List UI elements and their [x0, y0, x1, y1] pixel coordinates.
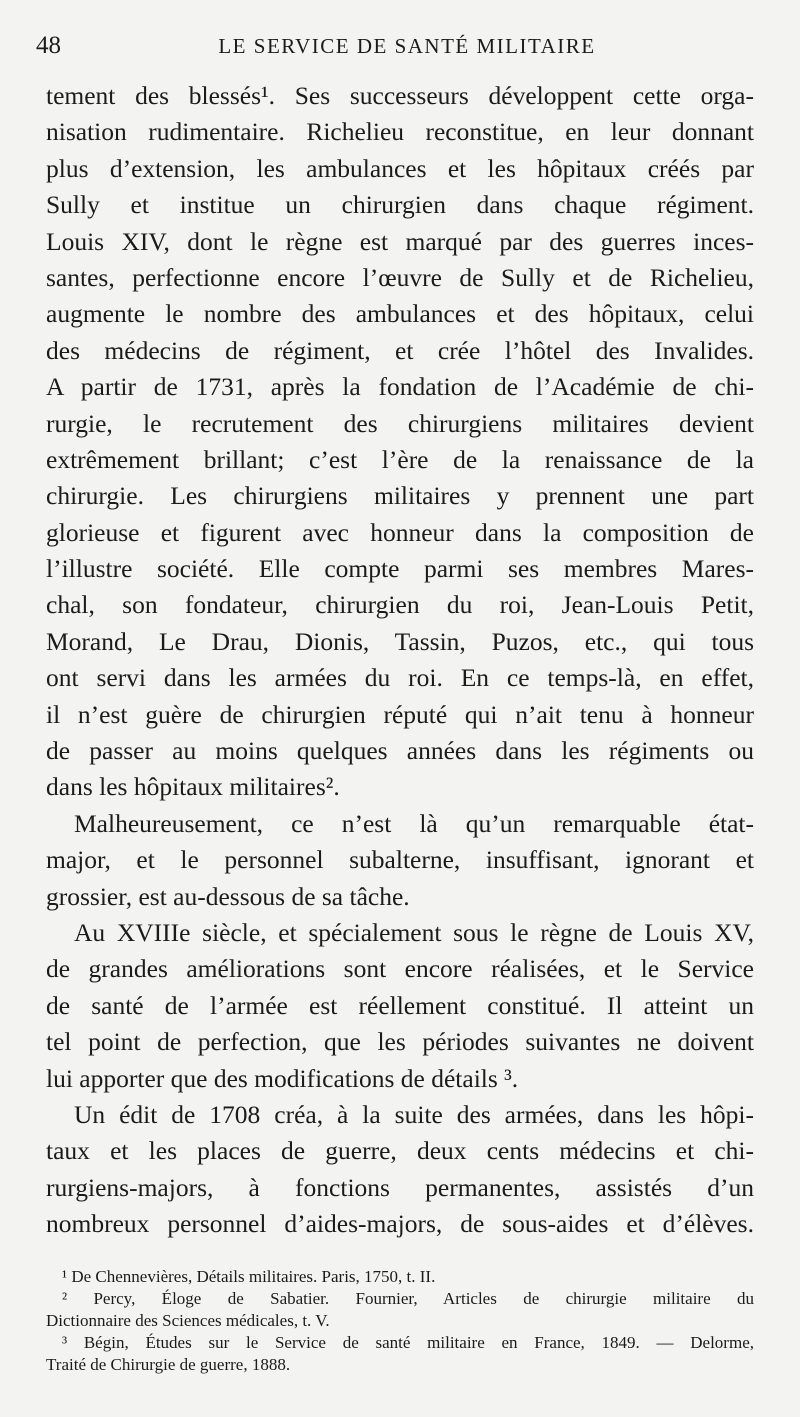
footnote-line: ¹ De Chennevières, Détails militaires. Paris, 1750, t. II.: [62, 1267, 436, 1286]
text-line: tel point de perfection, que les périodes suivantes ne doivent: [46, 1027, 754, 1057]
footnote-line: ³ Bégin, Études sur le Service de santé militaire en France, 1849. — Delorme,: [62, 1333, 754, 1352]
page-number: 48: [36, 32, 61, 59]
text-line: de grandes améliorations sont encore réalisées, et le Service: [46, 954, 754, 984]
text-line: dans les hôpitaux militaires².: [46, 772, 340, 802]
text-line: grossier, est au-dessous de sa tâche.: [46, 881, 410, 911]
text-line: santes, perfectionne encore l’œuvre de Sully et de Richelieu,: [46, 262, 754, 292]
footnotes: [46, 1266, 754, 1376]
text-line: Au XVIIIe siècle, et spécialement sous le règne de Louis XV,: [74, 917, 754, 947]
footnote-line: Traité de Chirurgie de guerre, 1888.: [46, 1355, 291, 1374]
text-line: augmente le nombre des ambulances et des hôpitaux, celui: [46, 299, 754, 329]
text-line: Un édit de 1708 créa, à la suite des armées, dans les hôpi-: [74, 1099, 754, 1129]
text-line: Malheureusement, ce n’est là qu’un remarquable état-: [74, 808, 754, 838]
text-line: major, et le personnel subalterne, insuffisant, ignorant et: [46, 845, 754, 875]
text-line: plus d’extension, les ambulances et les hôpitaux créés par: [46, 153, 754, 183]
text-line: rurgie, le recrutement des chirurgiens militaires devient: [46, 408, 754, 438]
text-line: chirurgie. Les chirurgiens militaires y prennent une part: [46, 481, 754, 511]
text-line: il n’est guère de chirurgien réputé qui n’ait tenu à honneur: [46, 699, 754, 729]
text-line: nombreux personnel d’aides-majors, de sous-aides et d’élèves.: [46, 1209, 754, 1239]
text-line: lui apporter que des modifications de détails ³.: [46, 1063, 519, 1093]
text-line: Sully et institue un chirurgien dans chaque régiment.: [46, 190, 754, 220]
text-line: de santé de l’armée est réellement constitué. Il atteint un: [46, 990, 754, 1020]
text-line: Morand, Le Drau, Dionis, Tassin, Puzos, etc., qui tous: [46, 626, 754, 656]
text-line: nisation rudimentaire. Richelieu reconstitue, en leur donnant: [46, 117, 754, 147]
footnote-line: ² Percy, Éloge de Sabatier. Fournier, Articles de chirurgie militaire du: [62, 1289, 754, 1308]
text-line: chal, son fondateur, chirurgien du roi, Jean-Louis Petit,: [46, 590, 754, 620]
page-header: [36, 32, 748, 62]
text-line: A partir de 1731, après la fondation de l’Académie de chi-: [46, 372, 754, 402]
text-line: des médecins de régiment, et crée l’hôtel des Invalides.: [46, 335, 754, 365]
text-line: tement des blessés¹. Ses successeurs développent cette orga-: [46, 81, 754, 110]
footnote-line: Dictionnaire des Sciences médicales, t. V.: [46, 1311, 330, 1330]
text-line: l’illustre société. Elle compte parmi ses membres Mares-: [46, 554, 754, 584]
text-line: extrêmement brillant; c’est l’ère de la renaissance de la: [46, 444, 754, 474]
body-text: [46, 78, 754, 1243]
text-line: glorieuse et figurent avec honneur dans la composition de: [46, 517, 754, 547]
running-title: LE SERVICE DE SANTÉ MILITAIRE: [218, 34, 596, 58]
text-line: taux et les places de guerre, deux cents médecins et chi-: [46, 1136, 754, 1166]
text-line: rurgiens-majors, à fonctions permanentes, assistés d’un: [46, 1172, 754, 1202]
text-line: Louis XIV, dont le règne est marqué par des guerres inces-: [46, 226, 754, 256]
text-line: ont servi dans les armées du roi. En ce temps-là, en effet,: [46, 663, 754, 693]
text-line: de passer au moins quelques années dans les régiments ou: [46, 736, 754, 766]
